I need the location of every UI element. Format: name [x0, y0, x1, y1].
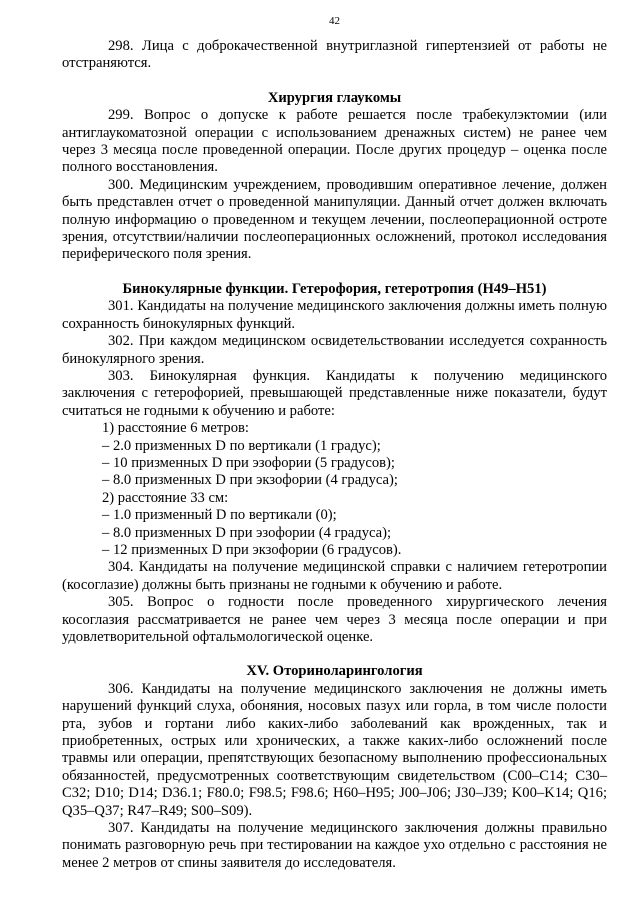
list-item: – 8.0 призменных D при экзофории (4 градуса);	[102, 472, 398, 489]
document-page	[62, 14, 607, 872]
list-title-6m: 1) расстояние 6 метров:	[102, 420, 249, 437]
paragraph-307: 307. Кандидаты на получение медицинского заключения должны правильно понимать разговорную речь при тестировании на каждое ухо отдельно с расстояния не менее 2 метров от спины заявителя до исследователя.	[62, 820, 607, 871]
list-item: – 2.0 призменных D по вертикали (1 градус);	[102, 437, 381, 454]
list-item: – 10 призменных D при эзофории (5 градусов);	[102, 454, 395, 471]
paragraph-303: 303. Бинокулярная функция. Кандидаты к получению медицинского заключения с гетерофорией, превышающей представленные ниже показатели, будут считаться не годными к обучению и работе:	[62, 367, 607, 419]
paragraph-298: 298. Лица с доброкачественной внутриглазной гипертензией от работы не отстраняются.	[62, 38, 607, 72]
paragraph-301: 301. Кандидаты на получение медицинского заключения должны иметь полную сохранность бинокулярных функций.	[62, 298, 607, 332]
paragraph-305: 305. Вопрос о годности после проведенного хирургического лечения косоглазия рассматривается не ранее чем через 3 месяца после операции и при удовлетворительной офтальмологической оценке.	[62, 594, 607, 645]
list-title-33cm: 2) расстояние 33 см:	[102, 489, 229, 506]
paragraph-304: 304. Кандидаты на получение медицинской справки с наличием гетеротропии (косоглазие) должны быть признаны не годными к обучению и работе.	[62, 559, 607, 593]
list-item: – 8.0 призменных D при эзофории (4 градуса);	[102, 524, 392, 541]
list-item: – 1.0 призменный D по вертикали (0);	[102, 507, 337, 524]
paragraph-302: 302. При каждом медицинском освидетельствовании исследуется сохранность бинокулярного зрения.	[62, 333, 607, 367]
list-item: – 12 призменных D при экзофории (6 градусов).	[102, 541, 402, 558]
paragraph-299: 299. Вопрос о допуске к работе решается после трабекулэктомии (или антиглаукоматозной операции с использованием дренажных систем) не ранее чем через 3 месяца после проведенной операции. После других процедур – оценка после полного восстановления.	[62, 107, 607, 176]
paragraph-300: 300. Медицинским учреждением, проводившим оперативное лечение, должен быть представлен отчет о проведенной манипуляции. Данный отчет должен включать полную информацию о проведенном и текущем лечении, послеоперационной остроте зрения, отсутствии/наличии послеоперационных осложнений, протокол исследования периферического поля зрения.	[62, 176, 607, 263]
page-number: 42	[329, 15, 340, 27]
heading-otorhinolaryngology: XV. Оториноларингология	[246, 663, 423, 680]
heading-glaucoma-surgery: Хирургия глаукомы	[267, 89, 402, 106]
paragraph-306: 306. Кандидаты на получение медицинского заключения не должны иметь нарушений функций слуха, обоняния, носовых пазух или горла, в том числе полости рта, зубов и гортани либо каких-либо заболеваний как врожденных, так и приобретенных, острых или хронических, а также каких-либо осложнений после травмы или операции, препятствующих безопасному выполнению профессиональных обязанностей, предусмотренных соответствующим свидетельством (C00–C14; C30–C32; D10; D14; D36.1; F80.0; F98.5; F98.6; H60–H95; J00–J06; J30–J39; K00–K14; Q16; Q35–Q37; R47–R49; S00–S09).	[62, 680, 607, 819]
heading-binocular-functions: Бинокулярные функции. Гетерофория, гетеротропия (H49–H51)	[122, 280, 547, 297]
